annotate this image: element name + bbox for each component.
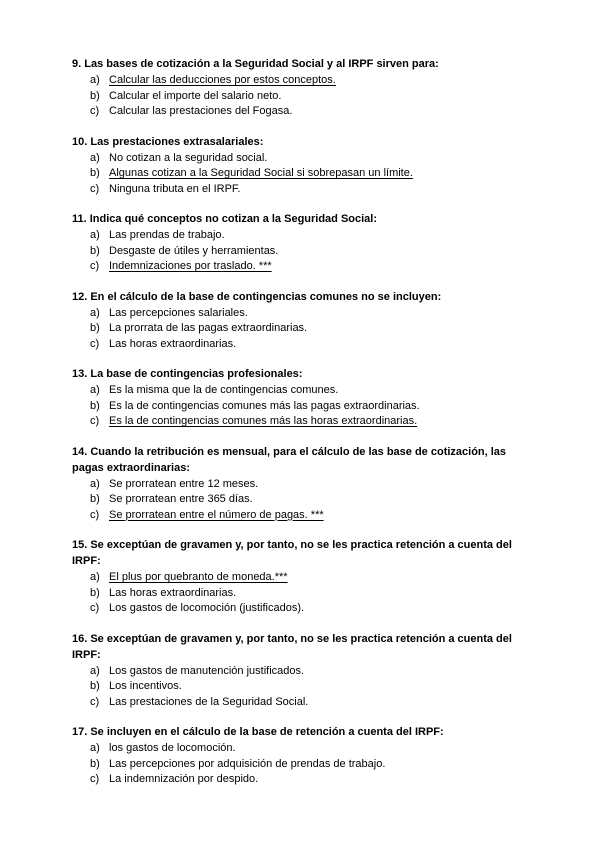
option-text: Las horas extraordinarias. xyxy=(109,586,237,599)
answer-option xyxy=(72,151,530,167)
answer-option xyxy=(72,414,530,430)
option-letter: a) xyxy=(90,74,100,86)
answer-option xyxy=(72,601,530,617)
option-list xyxy=(72,228,530,275)
question-block xyxy=(72,724,530,788)
answer-option xyxy=(72,741,530,757)
option-list xyxy=(72,73,530,120)
answer-option xyxy=(72,772,530,788)
option-text-underlined: Se prorratean entre el número de pagas. *** xyxy=(109,508,324,521)
option-list xyxy=(72,306,530,353)
option-text: Las horas extraordinarias. xyxy=(109,337,237,350)
question-text: 17. Se incluyen en el cálculo de la base de retención a cuenta del IRPF: xyxy=(72,726,444,738)
answer-option xyxy=(72,337,530,353)
answer-option xyxy=(72,104,530,120)
answer-option xyxy=(72,73,530,89)
option-text: Los incentivos. xyxy=(109,680,182,692)
option-letter: b) xyxy=(90,399,100,412)
option-text-underlined: Algunas cotizan a la Seguridad Social si sobrepasan un límite. xyxy=(109,167,413,179)
option-letter: a) xyxy=(90,229,100,241)
question-block xyxy=(72,134,530,198)
option-letter: b) xyxy=(90,167,100,179)
answer-option xyxy=(72,399,530,415)
question-block xyxy=(72,56,530,120)
option-list xyxy=(72,664,530,711)
question-block xyxy=(72,444,530,524)
option-text: Desgaste de útiles y herramientas. xyxy=(109,244,279,257)
question-text: 11. Indica qué conceptos no cotizan a la Seguridad Social: xyxy=(72,213,378,225)
option-text: Ninguna tributa en el IRPF. xyxy=(109,182,241,195)
option-text: Calcular el importe del salario neto. xyxy=(109,89,282,102)
option-letter: c) xyxy=(90,105,100,117)
answer-option xyxy=(72,182,530,198)
answer-option xyxy=(72,492,530,508)
option-letter: c) xyxy=(90,508,100,521)
option-letter: a) xyxy=(90,664,100,677)
answer-option xyxy=(72,695,530,711)
option-text: Calcular las prestaciones del Fogasa. xyxy=(109,105,293,117)
option-letter: c) xyxy=(90,602,100,614)
option-text: No cotizan a la seguridad social. xyxy=(109,151,268,164)
question-text: 10. Las prestaciones extrasalariales: xyxy=(72,135,264,148)
option-letter: c) xyxy=(90,337,100,350)
option-letter: b) xyxy=(90,757,100,770)
answer-option xyxy=(72,89,530,105)
question-block xyxy=(72,537,530,617)
question-text: 13. La base de contingencias profesionales: xyxy=(72,368,303,380)
option-text: Es la misma que la de contingencias comunes. xyxy=(109,384,339,396)
question-text: 9. Las bases de cotización a la Seguridad Social y al IRPF sirven para: xyxy=(72,58,439,70)
option-letter: a) xyxy=(90,477,100,490)
option-letter: a) xyxy=(90,742,100,754)
option-text: Las percepciones salariales. xyxy=(109,306,248,319)
option-list xyxy=(72,741,530,788)
option-list xyxy=(72,151,530,198)
question-text: 14. Cuando la retribución es mensual, para el cálculo de las base de cotización, las pagas extraordinarias: xyxy=(72,445,507,474)
option-text: Es la de contingencias comunes más las pagas extraordinarias. xyxy=(109,399,420,412)
question-block xyxy=(72,211,530,275)
option-letter: a) xyxy=(90,571,100,583)
option-letter: c) xyxy=(90,260,100,272)
option-list xyxy=(72,570,530,617)
option-letter: b) xyxy=(90,586,100,599)
option-list xyxy=(72,383,530,430)
option-letter: c) xyxy=(90,773,100,785)
question-text: 15. Se exceptúan de gravamen y, por tanto, no se les practica retención a cuenta del IRPF: xyxy=(72,539,512,567)
question-block xyxy=(72,631,530,711)
answer-option xyxy=(72,383,530,399)
answer-option xyxy=(72,306,530,322)
option-letter: c) xyxy=(90,182,100,195)
option-text-underlined: El plus por quebranto de moneda.*** xyxy=(109,571,288,583)
option-text: Se prorratean entre 365 días. xyxy=(109,493,253,505)
option-letter: b) xyxy=(90,680,100,692)
option-text: La prorrata de las pagas extraordinarias. xyxy=(109,322,308,334)
option-letter: a) xyxy=(90,384,100,396)
option-text-underlined: Calcular las deducciones por estos conceptos. xyxy=(109,74,336,86)
option-letter: b) xyxy=(90,89,100,102)
question-list xyxy=(72,56,530,802)
answer-option xyxy=(72,586,530,602)
question-block xyxy=(72,366,530,430)
answer-option xyxy=(72,508,530,524)
answer-option xyxy=(72,664,530,680)
option-text: Las percepciones por adquisición de prendas de trabajo. xyxy=(109,757,386,770)
question-block xyxy=(72,289,530,353)
option-letter: a) xyxy=(90,306,100,319)
option-text: Se prorratean entre 12 meses. xyxy=(109,477,259,490)
option-text: Los gastos de manutención justificados. xyxy=(109,664,305,677)
option-letter: c) xyxy=(90,695,100,708)
option-letter: a) xyxy=(90,151,100,164)
answer-option xyxy=(72,679,530,695)
option-list xyxy=(72,477,530,524)
option-letter: b) xyxy=(90,493,100,505)
option-text: Las prendas de trabajo. xyxy=(109,229,225,241)
option-letter: c) xyxy=(90,415,100,427)
answer-option xyxy=(72,166,530,182)
question-text: 12. En el cálculo de la base de contingencias comunes no se incluyen: xyxy=(72,290,442,303)
option-text: los gastos de locomoción. xyxy=(109,742,236,754)
option-text-underlined: Es la de contingencias comunes más las horas extraordinarias. xyxy=(109,415,418,427)
option-letter: b) xyxy=(90,244,100,257)
answer-option xyxy=(72,757,530,773)
option-text: Los gastos de locomoción (justificados). xyxy=(109,602,305,614)
answer-option xyxy=(72,259,530,275)
question-text: 16. Se exceptúan de gravamen y, por tanto, no se les practica retención a cuenta del IRPF: xyxy=(72,632,512,661)
option-text-underlined: Indemnizaciones por traslado. *** xyxy=(109,260,272,272)
answer-option xyxy=(72,477,530,493)
answer-option xyxy=(72,570,530,586)
option-text: La indemnización por despido. xyxy=(109,773,259,785)
answer-option xyxy=(72,321,530,337)
option-letter: b) xyxy=(90,322,100,334)
option-text: Las prestaciones de la Seguridad Social. xyxy=(109,695,309,708)
answer-option xyxy=(72,244,530,260)
answer-option xyxy=(72,228,530,244)
